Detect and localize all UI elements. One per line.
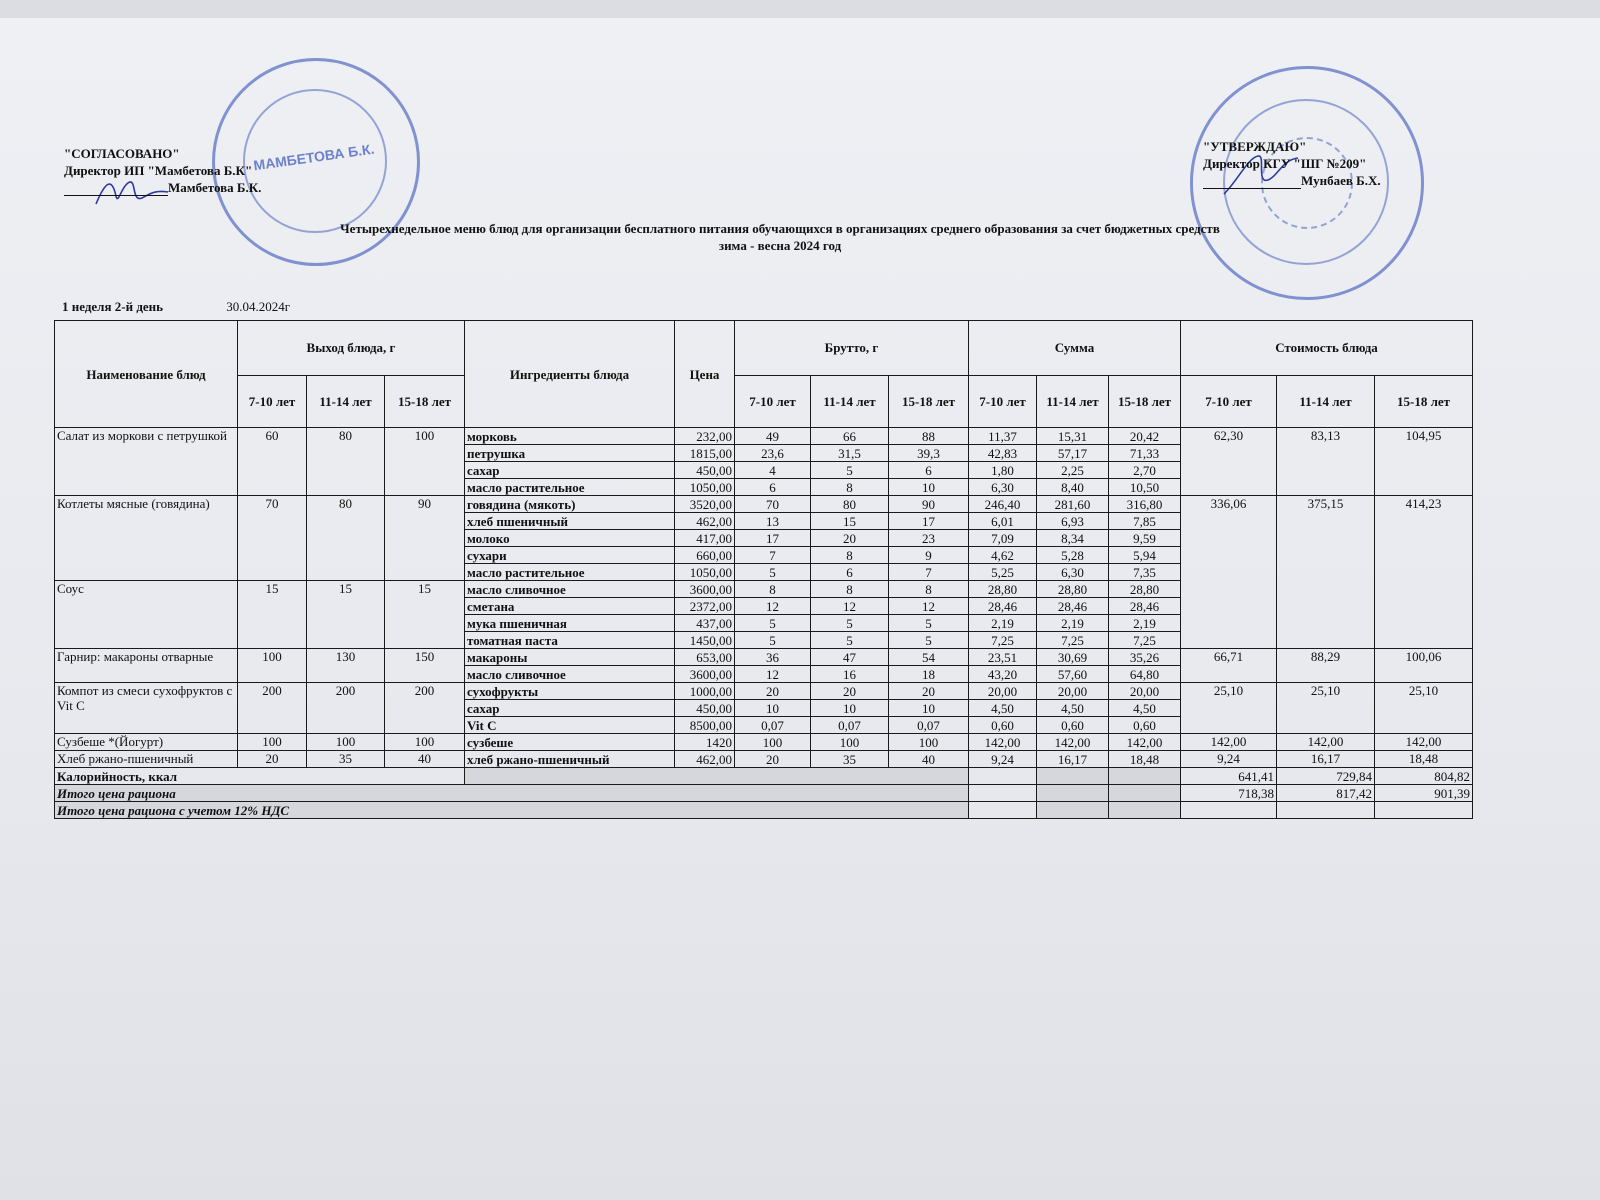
- ingredient-gross: 10: [735, 700, 811, 717]
- date-label: 30.04.2024г: [226, 299, 291, 314]
- ingredient-gross: 4: [735, 462, 811, 479]
- ingredient-gross: 5: [811, 615, 889, 632]
- ingredient-gross: 6: [889, 462, 969, 479]
- total-value: 718,38: [1181, 785, 1277, 802]
- ingredient-name: мука пшеничная: [465, 615, 675, 632]
- ingredient-sum: 20,00: [1109, 683, 1181, 700]
- ingredient-sum: 6,93: [1037, 513, 1109, 530]
- ingredient-gross: 8: [735, 581, 811, 598]
- ingredient-gross: 15: [811, 513, 889, 530]
- ingredient-sum: 35,26: [1109, 649, 1181, 666]
- signature-line: [1203, 174, 1301, 189]
- ingredient-gross: 0,07: [811, 717, 889, 734]
- ingredient-gross: 13: [735, 513, 811, 530]
- ingredient-gross: 49: [735, 428, 811, 445]
- empty-cell: [1109, 768, 1181, 785]
- ingredient-gross: 100: [735, 734, 811, 751]
- header-age: 7-10 лет: [1181, 375, 1277, 428]
- ingredient-sum: 7,25: [1037, 632, 1109, 649]
- ingredient-gross: 8: [889, 581, 969, 598]
- ingredient-name: морковь: [465, 428, 675, 445]
- dish-cost: 83,13: [1277, 428, 1375, 496]
- empty-cell: [1037, 768, 1109, 785]
- total-vat-label: Итого цена рациона с учетом 12% НДС: [55, 802, 969, 819]
- approval-right-signature-row: [1203, 172, 1381, 189]
- ingredient-price: 1000,00: [675, 683, 735, 700]
- ingredient-sum: 57,60: [1037, 666, 1109, 683]
- dish-cost: 88,29: [1277, 649, 1375, 683]
- header-age: 15-18 лет: [1375, 375, 1473, 428]
- ingredient-price: 450,00: [675, 700, 735, 717]
- ingredient-name: сметана: [465, 598, 675, 615]
- ingredient-price: 3600,00: [675, 666, 735, 683]
- ingredient-sum: 8,40: [1037, 479, 1109, 496]
- approval-left-name: Мамбетова Б.К.: [168, 180, 262, 195]
- ingredient-sum: 2,19: [1037, 615, 1109, 632]
- dish-cost: 62,30: [1181, 428, 1277, 496]
- title-line-1: Четырехнедельное меню блюд для организации бесплатного питания обучающихся в организациях среднего образования за счет бюджетных средств: [340, 221, 1220, 236]
- ingredient-gross: 12: [889, 598, 969, 615]
- dish-cost: 25,10: [1277, 683, 1375, 734]
- ingredient-sum: 4,50: [969, 700, 1037, 717]
- ingredient-name: сухофрукты: [465, 683, 675, 700]
- header-age: 11-14 лет: [811, 375, 889, 428]
- header-dish-name: Наименование блюд: [55, 321, 238, 428]
- header-age: 7-10 лет: [735, 375, 811, 428]
- ingredient-sum: 20,42: [1109, 428, 1181, 445]
- ingredient-gross: 10: [889, 479, 969, 496]
- ingredient-gross: 5: [735, 564, 811, 581]
- ingredient-sum: 42,83: [969, 445, 1037, 462]
- dish-name: Салат из моркови с петрушкой: [55, 428, 238, 496]
- total-vat-value: [1181, 802, 1277, 819]
- approval-right-name: Мунбаев Б.Х.: [1301, 173, 1381, 188]
- ingredient-gross: 31,5: [811, 445, 889, 462]
- approval-left-title: "СОГЛАСОВАНО": [64, 146, 180, 161]
- ingredient-sum: 0,60: [969, 717, 1037, 734]
- ingredient-gross: 10: [811, 700, 889, 717]
- ingredient-sum: 142,00: [1109, 734, 1181, 751]
- ingredient-name: масло сливочное: [465, 581, 675, 598]
- title-line-2: зима - весна 2024 год: [718, 238, 842, 253]
- ingredient-gross: 35: [811, 751, 889, 768]
- ingredient-sum: 142,00: [969, 734, 1037, 751]
- dish-name: Гарнир: макароны отварные: [55, 649, 238, 683]
- ingredient-sum: 9,24: [969, 751, 1037, 768]
- dish-output: 100: [238, 734, 307, 751]
- header-output: Выход блюда, г: [238, 321, 465, 376]
- dish-output: 100: [385, 428, 465, 496]
- ingredient-name: сузбеше: [465, 734, 675, 751]
- ingredient-price: 3520,00: [675, 496, 735, 513]
- header-price: Цена: [675, 321, 735, 428]
- ingredient-name: хлеб пшеничный: [465, 513, 675, 530]
- ingredient-price: 653,00: [675, 649, 735, 666]
- ingredient-gross: 7: [889, 564, 969, 581]
- ingredient-sum: 43,20: [969, 666, 1037, 683]
- left-seal-text: МАМБЕТОВА Б.К.: [252, 140, 376, 174]
- dish-output: 150: [385, 649, 465, 683]
- dish-output: 15: [385, 581, 465, 649]
- signature-line: [64, 181, 168, 196]
- empty-cell: [1037, 785, 1109, 802]
- ingredient-price: 1420: [675, 734, 735, 751]
- dish-name: Соус: [55, 581, 238, 649]
- ingredient-price: 450,00: [675, 462, 735, 479]
- dish-output: 200: [385, 683, 465, 734]
- table-row: [55, 496, 1473, 513]
- ingredient-gross: 8: [811, 479, 889, 496]
- ingredient-sum: 4,62: [969, 547, 1037, 564]
- dish-name: Компот из смеси сухофруктов с Vit C: [55, 683, 238, 734]
- dish-output: 80: [307, 428, 385, 496]
- dish-cost: 142,00: [1181, 734, 1277, 751]
- ingredient-gross: 17: [889, 513, 969, 530]
- ingredient-sum: 4,50: [1109, 700, 1181, 717]
- ingredient-price: 417,00: [675, 530, 735, 547]
- ingredient-sum: 7,85: [1109, 513, 1181, 530]
- dish-output: 35: [307, 751, 385, 768]
- ingredient-sum: 281,60: [1037, 496, 1109, 513]
- ingredient-sum: 20,00: [1037, 683, 1109, 700]
- ingredient-name: хлеб ржано-пшеничный: [465, 751, 675, 768]
- header-age: 11-14 лет: [307, 375, 385, 428]
- empty-cell: [465, 768, 969, 785]
- ingredient-sum: 7,35: [1109, 564, 1181, 581]
- dish-cost: 66,71: [1181, 649, 1277, 683]
- calories-label: Калорийность, ккал: [55, 768, 465, 785]
- header-sum: Сумма: [969, 321, 1181, 376]
- dish-cost: 16,17: [1277, 751, 1375, 768]
- dish-output: 130: [307, 649, 385, 683]
- ingredient-gross: 8: [811, 547, 889, 564]
- header-cost: Стоимость блюда: [1181, 321, 1473, 376]
- ingredient-name: сахар: [465, 700, 675, 717]
- dish-output: 40: [385, 751, 465, 768]
- ingredient-name: макароны: [465, 649, 675, 666]
- table-row: [55, 734, 1473, 751]
- table-row: [55, 683, 1473, 700]
- ingredient-gross: 88: [889, 428, 969, 445]
- ingredient-gross: 8: [811, 581, 889, 598]
- ingredient-sum: 1,80: [969, 462, 1037, 479]
- ingredient-sum: 28,46: [1037, 598, 1109, 615]
- ingredient-sum: 2,25: [1037, 462, 1109, 479]
- ingredient-sum: 8,34: [1037, 530, 1109, 547]
- dish-name: Хлеб ржано-пшеничный: [55, 751, 238, 768]
- ingredient-gross: 5: [889, 615, 969, 632]
- ingredient-gross: 54: [889, 649, 969, 666]
- dish-cost: 142,00: [1277, 734, 1375, 751]
- ingredient-gross: 36: [735, 649, 811, 666]
- ingredient-gross: 23: [889, 530, 969, 547]
- ingredient-price: 462,00: [675, 751, 735, 768]
- ingredient-gross: 12: [811, 598, 889, 615]
- ingredient-sum: 64,80: [1109, 666, 1181, 683]
- ingredient-gross: 5: [735, 632, 811, 649]
- ingredient-sum: 71,33: [1109, 445, 1181, 462]
- dish-output: 90: [385, 496, 465, 581]
- ingredient-gross: 5: [811, 462, 889, 479]
- ingredient-sum: 4,50: [1037, 700, 1109, 717]
- header-age: 7-10 лет: [969, 375, 1037, 428]
- ingredient-sum: 142,00: [1037, 734, 1109, 751]
- dish-cost: 414,23: [1375, 496, 1473, 649]
- dish-name: Котлеты мясные (говядина): [55, 496, 238, 581]
- ingredient-sum: 11,37: [969, 428, 1037, 445]
- empty-cell: [969, 802, 1037, 819]
- menu-table-body: [55, 428, 1473, 768]
- dish-cost: 25,10: [1375, 683, 1473, 734]
- ingredient-sum: 316,80: [1109, 496, 1181, 513]
- ingredient-gross: 39,3: [889, 445, 969, 462]
- day-line: [62, 299, 290, 315]
- total-row: [55, 785, 1473, 802]
- dish-output: 100: [307, 734, 385, 751]
- ingredient-gross: 23,6: [735, 445, 811, 462]
- dish-cost: 142,00: [1375, 734, 1473, 751]
- ingredient-name: масло сливочное: [465, 666, 675, 683]
- total-value: 901,39: [1375, 785, 1473, 802]
- ingredient-sum: 6,30: [1037, 564, 1109, 581]
- ingredient-sum: 2,19: [969, 615, 1037, 632]
- empty-cell: [1109, 802, 1181, 819]
- total-label: Итого цена рациона: [55, 785, 969, 802]
- dish-cost: 104,95: [1375, 428, 1473, 496]
- document-title: [0, 220, 1560, 254]
- ingredient-gross: 5: [889, 632, 969, 649]
- dish-output: 15: [307, 581, 385, 649]
- ingredient-name: сухари: [465, 547, 675, 564]
- ingredient-sum: 28,80: [1109, 581, 1181, 598]
- empty-cell: [1109, 785, 1181, 802]
- ingredient-price: 437,00: [675, 615, 735, 632]
- empty-cell: [969, 768, 1037, 785]
- ingredient-sum: 2,70: [1109, 462, 1181, 479]
- total-vat-row: [55, 802, 1473, 819]
- ingredient-sum: 16,17: [1037, 751, 1109, 768]
- dish-name: Сузбеше *(Йогурт): [55, 734, 238, 751]
- ingredient-gross: 80: [811, 496, 889, 513]
- ingredient-sum: 6,01: [969, 513, 1037, 530]
- ingredient-gross: 20: [735, 751, 811, 768]
- ingredient-sum: 18,48: [1109, 751, 1181, 768]
- total-vat-value: [1375, 802, 1473, 819]
- approval-block-right: [1203, 138, 1381, 189]
- ingredient-sum: 9,59: [1109, 530, 1181, 547]
- ingredient-sum: 23,51: [969, 649, 1037, 666]
- ingredient-price: 232,00: [675, 428, 735, 445]
- ingredient-sum: 28,80: [1037, 581, 1109, 598]
- header-age: 7-10 лет: [238, 375, 307, 428]
- ingredient-gross: 20: [811, 530, 889, 547]
- ingredient-sum: 246,40: [969, 496, 1037, 513]
- dish-cost: 18,48: [1375, 751, 1473, 768]
- dish-output: 100: [238, 649, 307, 683]
- ingredient-name: молоко: [465, 530, 675, 547]
- ingredient-name: говядина (мякоть): [465, 496, 675, 513]
- calories-value: 729,84: [1277, 768, 1375, 785]
- ingredient-sum: 6,30: [969, 479, 1037, 496]
- ingredient-sum: 28,80: [969, 581, 1037, 598]
- day-label: 1 неделя 2-й день: [62, 299, 164, 314]
- ingredient-price: 1815,00: [675, 445, 735, 462]
- ingredient-sum: 15,31: [1037, 428, 1109, 445]
- header-gross: Брутто, г: [735, 321, 969, 376]
- ingredient-sum: 10,50: [1109, 479, 1181, 496]
- ingredient-price: 8500,00: [675, 717, 735, 734]
- ingredient-sum: 20,00: [969, 683, 1037, 700]
- ingredient-price: 1050,00: [675, 564, 735, 581]
- dish-output: 200: [238, 683, 307, 734]
- ingredient-gross: 9: [889, 547, 969, 564]
- ingredient-sum: 57,17: [1037, 445, 1109, 462]
- ingredient-price: 1050,00: [675, 479, 735, 496]
- ingredient-price: 462,00: [675, 513, 735, 530]
- dish-cost: 100,06: [1375, 649, 1473, 683]
- ingredient-name: томатная паста: [465, 632, 675, 649]
- ingredient-name: сахар: [465, 462, 675, 479]
- dish-output: 15: [238, 581, 307, 649]
- ingredient-sum: 28,46: [969, 598, 1037, 615]
- dish-cost: 9,24: [1181, 751, 1277, 768]
- ingredient-gross: 0,07: [735, 717, 811, 734]
- ingredient-price: 660,00: [675, 547, 735, 564]
- approval-left-signature-row: [64, 179, 261, 196]
- header-age: 15-18 лет: [1109, 375, 1181, 428]
- header-age: 11-14 лет: [1277, 375, 1375, 428]
- ingredient-gross: 5: [735, 615, 811, 632]
- ingredient-sum: 30,69: [1037, 649, 1109, 666]
- dish-cost: 336,06: [1181, 496, 1277, 649]
- ingredient-price: 2372,00: [675, 598, 735, 615]
- ingredient-gross: 100: [811, 734, 889, 751]
- table-row: [55, 428, 1473, 445]
- ingredient-gross: 20: [811, 683, 889, 700]
- ingredient-gross: 40: [889, 751, 969, 768]
- ingredient-gross: 100: [889, 734, 969, 751]
- ingredient-name: Vit C: [465, 717, 675, 734]
- dish-cost: 25,10: [1181, 683, 1277, 734]
- table-row: [55, 649, 1473, 666]
- table-row: [55, 751, 1473, 768]
- approval-right-title: "УТВЕРЖДАЮ": [1203, 139, 1307, 154]
- calories-value: 641,41: [1181, 768, 1277, 785]
- ingredient-sum: 7,25: [1109, 632, 1181, 649]
- ingredient-gross: 20: [735, 683, 811, 700]
- ingredient-gross: 70: [735, 496, 811, 513]
- approval-right-position: Директор КГУ "ШГ №209": [1203, 156, 1367, 171]
- ingredient-sum: 28,46: [1109, 598, 1181, 615]
- ingredient-gross: 6: [735, 479, 811, 496]
- ingredient-gross: 7: [735, 547, 811, 564]
- header-age: 15-18 лет: [385, 375, 465, 428]
- total-vat-value: [1277, 802, 1375, 819]
- ingredient-sum: 7,25: [969, 632, 1037, 649]
- header-ingredients: Ингредиенты блюда: [465, 321, 675, 428]
- ingredient-gross: 0,07: [889, 717, 969, 734]
- ingredient-name: петрушка: [465, 445, 675, 462]
- dish-output: 60: [238, 428, 307, 496]
- dish-cost: 375,15: [1277, 496, 1375, 649]
- empty-cell: [1037, 802, 1109, 819]
- approval-left-position: Директор ИП "Мамбетова Б.К": [64, 163, 253, 178]
- ingredient-gross: 66: [811, 428, 889, 445]
- ingredient-gross: 47: [811, 649, 889, 666]
- menu-table: [54, 320, 1473, 819]
- ingredient-gross: 10: [889, 700, 969, 717]
- dish-output: 70: [238, 496, 307, 581]
- ingredient-price: 1450,00: [675, 632, 735, 649]
- ingredient-gross: 20: [889, 683, 969, 700]
- empty-cell: [969, 785, 1037, 802]
- ingredient-sum: 5,25: [969, 564, 1037, 581]
- calories-row: [55, 768, 1473, 785]
- ingredient-name: масло растительное: [465, 564, 675, 581]
- ingredient-gross: 12: [735, 598, 811, 615]
- ingredient-gross: 18: [889, 666, 969, 683]
- header-age: 15-18 лет: [889, 375, 969, 428]
- ingredient-sum: 5,94: [1109, 547, 1181, 564]
- ingredient-sum: 7,09: [969, 530, 1037, 547]
- ingredient-sum: 0,60: [1109, 717, 1181, 734]
- dish-output: 200: [307, 683, 385, 734]
- ingredient-sum: 0,60: [1037, 717, 1109, 734]
- ingredient-sum: 5,28: [1037, 547, 1109, 564]
- ingredient-gross: 6: [811, 564, 889, 581]
- ingredient-gross: 5: [811, 632, 889, 649]
- ingredient-price: 3600,00: [675, 581, 735, 598]
- ingredient-name: масло растительное: [465, 479, 675, 496]
- calories-value: 804,82: [1375, 768, 1473, 785]
- ingredient-gross: 90: [889, 496, 969, 513]
- ingredient-gross: 12: [735, 666, 811, 683]
- dish-output: 20: [238, 751, 307, 768]
- dish-output: 80: [307, 496, 385, 581]
- header-age: 11-14 лет: [1037, 375, 1109, 428]
- total-value: 817,42: [1277, 785, 1375, 802]
- approval-block-left: [64, 145, 261, 196]
- dish-output: 100: [385, 734, 465, 751]
- ingredient-sum: 2,19: [1109, 615, 1181, 632]
- ingredient-gross: 17: [735, 530, 811, 547]
- ingredient-gross: 16: [811, 666, 889, 683]
